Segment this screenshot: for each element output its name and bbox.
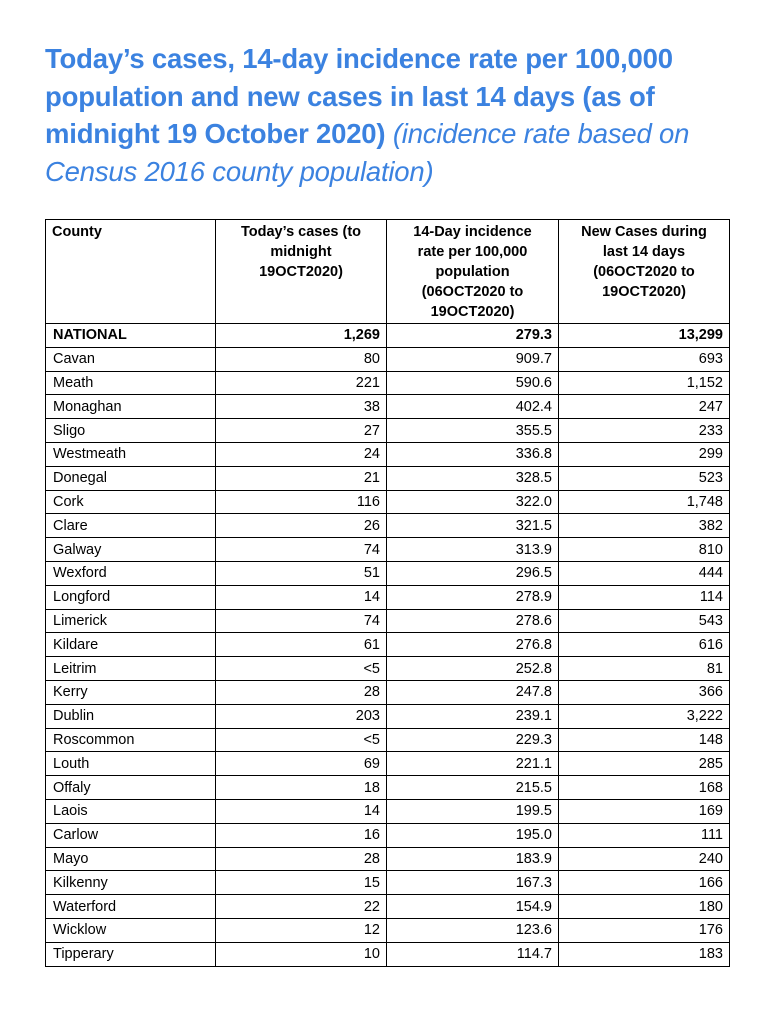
todays-cases-cell: 28 bbox=[216, 847, 387, 871]
incidence-rate-cell: 247.8 bbox=[387, 680, 559, 704]
todays-cases-cell: 14 bbox=[216, 799, 387, 823]
incidence-rate-cell: 278.6 bbox=[387, 609, 559, 633]
county-cell: Louth bbox=[46, 752, 216, 776]
county-cell: Donegal bbox=[46, 466, 216, 490]
county-cell: Limerick bbox=[46, 609, 216, 633]
todays-cases-cell: 1,269 bbox=[216, 324, 387, 348]
incidence-rate-cell: 183.9 bbox=[387, 847, 559, 871]
incidence-rate-cell: 167.3 bbox=[387, 871, 559, 895]
county-cell: Laois bbox=[46, 799, 216, 823]
title-main: Today’s cases, 14-day incidence rate per 100,000 population and new cases in last 14 days (as of midnight 19 October 2020) bbox=[45, 43, 673, 149]
county-cell: Cork bbox=[46, 490, 216, 514]
table-row bbox=[46, 395, 730, 419]
covid-county-table bbox=[45, 219, 730, 967]
table-row bbox=[46, 847, 730, 871]
table-row bbox=[46, 538, 730, 562]
incidence-rate-cell: 215.5 bbox=[387, 776, 559, 800]
table-row bbox=[46, 657, 730, 681]
table-row bbox=[46, 466, 730, 490]
new-cases-cell: 180 bbox=[559, 895, 730, 919]
table-row bbox=[46, 680, 730, 704]
todays-cases-cell: 21 bbox=[216, 466, 387, 490]
table-row bbox=[46, 419, 730, 443]
incidence-rate-cell: 252.8 bbox=[387, 657, 559, 681]
new-cases-cell: 1,748 bbox=[559, 490, 730, 514]
incidence-rate-cell: 336.8 bbox=[387, 442, 559, 466]
incidence-rate-cell: 279.3 bbox=[387, 324, 559, 348]
new-cases-cell: 523 bbox=[559, 466, 730, 490]
table-row bbox=[46, 895, 730, 919]
new-cases-cell: 240 bbox=[559, 847, 730, 871]
table-row bbox=[46, 442, 730, 466]
incidence-rate-cell: 114.7 bbox=[387, 942, 559, 966]
todays-cases-cell: 74 bbox=[216, 609, 387, 633]
table-row bbox=[46, 371, 730, 395]
table-row bbox=[46, 490, 730, 514]
new-cases-cell: 233 bbox=[559, 419, 730, 443]
new-cases-cell: 247 bbox=[559, 395, 730, 419]
incidence-rate-cell: 239.1 bbox=[387, 704, 559, 728]
incidence-rate-cell: 313.9 bbox=[387, 538, 559, 562]
todays-cases-cell: 27 bbox=[216, 419, 387, 443]
header-incidence-rate: 14-Day incidence rate per 100,000 population (06OCT2020 to 19OCT2020) bbox=[387, 220, 559, 324]
header-county: County bbox=[46, 220, 216, 324]
table-row bbox=[46, 609, 730, 633]
incidence-rate-cell: 221.1 bbox=[387, 752, 559, 776]
todays-cases-cell: 38 bbox=[216, 395, 387, 419]
new-cases-cell: 3,222 bbox=[559, 704, 730, 728]
county-cell: Tipperary bbox=[46, 942, 216, 966]
county-cell: NATIONAL bbox=[46, 324, 216, 348]
incidence-rate-cell: 199.5 bbox=[387, 799, 559, 823]
incidence-rate-cell: 590.6 bbox=[387, 371, 559, 395]
incidence-rate-cell: 355.5 bbox=[387, 419, 559, 443]
county-cell: Kildare bbox=[46, 633, 216, 657]
todays-cases-cell: 14 bbox=[216, 585, 387, 609]
county-cell: Offaly bbox=[46, 776, 216, 800]
todays-cases-cell: 69 bbox=[216, 752, 387, 776]
new-cases-cell: 166 bbox=[559, 871, 730, 895]
county-cell: Waterford bbox=[46, 895, 216, 919]
todays-cases-cell: 16 bbox=[216, 823, 387, 847]
new-cases-cell: 111 bbox=[559, 823, 730, 847]
new-cases-cell: 616 bbox=[559, 633, 730, 657]
todays-cases-cell: 22 bbox=[216, 895, 387, 919]
county-cell: Monaghan bbox=[46, 395, 216, 419]
todays-cases-cell: 15 bbox=[216, 871, 387, 895]
todays-cases-cell: 28 bbox=[216, 680, 387, 704]
incidence-rate-cell: 195.0 bbox=[387, 823, 559, 847]
national-row bbox=[46, 324, 730, 348]
table-row bbox=[46, 347, 730, 371]
table-body bbox=[46, 324, 730, 967]
todays-cases-cell: 203 bbox=[216, 704, 387, 728]
county-cell: Roscommon bbox=[46, 728, 216, 752]
todays-cases-cell: 61 bbox=[216, 633, 387, 657]
todays-cases-cell: 10 bbox=[216, 942, 387, 966]
todays-cases-cell: <5 bbox=[216, 728, 387, 752]
new-cases-cell: 148 bbox=[559, 728, 730, 752]
new-cases-cell: 176 bbox=[559, 918, 730, 942]
todays-cases-cell: 116 bbox=[216, 490, 387, 514]
table-row bbox=[46, 585, 730, 609]
incidence-rate-cell: 296.5 bbox=[387, 561, 559, 585]
county-cell: Wexford bbox=[46, 561, 216, 585]
new-cases-cell: 168 bbox=[559, 776, 730, 800]
county-cell: Westmeath bbox=[46, 442, 216, 466]
todays-cases-cell: 74 bbox=[216, 538, 387, 562]
page-title bbox=[45, 40, 745, 190]
county-cell: Sligo bbox=[46, 419, 216, 443]
incidence-rate-cell: 322.0 bbox=[387, 490, 559, 514]
table-row bbox=[46, 823, 730, 847]
incidence-rate-cell: 328.5 bbox=[387, 466, 559, 490]
table-row bbox=[46, 942, 730, 966]
county-cell: Mayo bbox=[46, 847, 216, 871]
table-row bbox=[46, 514, 730, 538]
incidence-rate-cell: 276.8 bbox=[387, 633, 559, 657]
todays-cases-cell: 51 bbox=[216, 561, 387, 585]
table-row bbox=[46, 799, 730, 823]
new-cases-cell: 810 bbox=[559, 538, 730, 562]
incidence-rate-cell: 909.7 bbox=[387, 347, 559, 371]
new-cases-cell: 13,299 bbox=[559, 324, 730, 348]
table-row bbox=[46, 728, 730, 752]
table-row bbox=[46, 633, 730, 657]
title-note: (incidence rate based on Census 2016 county population) bbox=[45, 118, 690, 187]
todays-cases-cell: 24 bbox=[216, 442, 387, 466]
table-row bbox=[46, 561, 730, 585]
new-cases-cell: 183 bbox=[559, 942, 730, 966]
new-cases-cell: 169 bbox=[559, 799, 730, 823]
header-new-cases: New Cases during last 14 days (06OCT2020 to 19OCT2020) bbox=[559, 220, 730, 324]
county-cell: Kerry bbox=[46, 680, 216, 704]
table-row bbox=[46, 776, 730, 800]
todays-cases-cell: 80 bbox=[216, 347, 387, 371]
todays-cases-cell: 18 bbox=[216, 776, 387, 800]
new-cases-cell: 382 bbox=[559, 514, 730, 538]
county-cell: Meath bbox=[46, 371, 216, 395]
table-header bbox=[46, 220, 730, 324]
incidence-rate-cell: 229.3 bbox=[387, 728, 559, 752]
county-cell: Cavan bbox=[46, 347, 216, 371]
table-row bbox=[46, 918, 730, 942]
header-row bbox=[46, 220, 730, 324]
county-cell: Clare bbox=[46, 514, 216, 538]
todays-cases-cell: 12 bbox=[216, 918, 387, 942]
new-cases-cell: 543 bbox=[559, 609, 730, 633]
incidence-rate-cell: 278.9 bbox=[387, 585, 559, 609]
new-cases-cell: 81 bbox=[559, 657, 730, 681]
incidence-rate-cell: 154.9 bbox=[387, 895, 559, 919]
county-cell: Longford bbox=[46, 585, 216, 609]
new-cases-cell: 366 bbox=[559, 680, 730, 704]
new-cases-cell: 114 bbox=[559, 585, 730, 609]
table-row bbox=[46, 704, 730, 728]
incidence-rate-cell: 123.6 bbox=[387, 918, 559, 942]
new-cases-cell: 299 bbox=[559, 442, 730, 466]
new-cases-cell: 285 bbox=[559, 752, 730, 776]
new-cases-cell: 444 bbox=[559, 561, 730, 585]
county-cell: Leitrim bbox=[46, 657, 216, 681]
new-cases-cell: 1,152 bbox=[559, 371, 730, 395]
county-cell: Kilkenny bbox=[46, 871, 216, 895]
todays-cases-cell: 221 bbox=[216, 371, 387, 395]
incidence-rate-cell: 402.4 bbox=[387, 395, 559, 419]
county-cell: Galway bbox=[46, 538, 216, 562]
table-row bbox=[46, 752, 730, 776]
todays-cases-cell: <5 bbox=[216, 657, 387, 681]
county-cell: Carlow bbox=[46, 823, 216, 847]
header-todays-cases: Today’s cases (to midnight 19OCT2020) bbox=[216, 220, 387, 324]
county-cell: Wicklow bbox=[46, 918, 216, 942]
county-cell: Dublin bbox=[46, 704, 216, 728]
todays-cases-cell: 26 bbox=[216, 514, 387, 538]
new-cases-cell: 693 bbox=[559, 347, 730, 371]
table-row bbox=[46, 871, 730, 895]
incidence-rate-cell: 321.5 bbox=[387, 514, 559, 538]
